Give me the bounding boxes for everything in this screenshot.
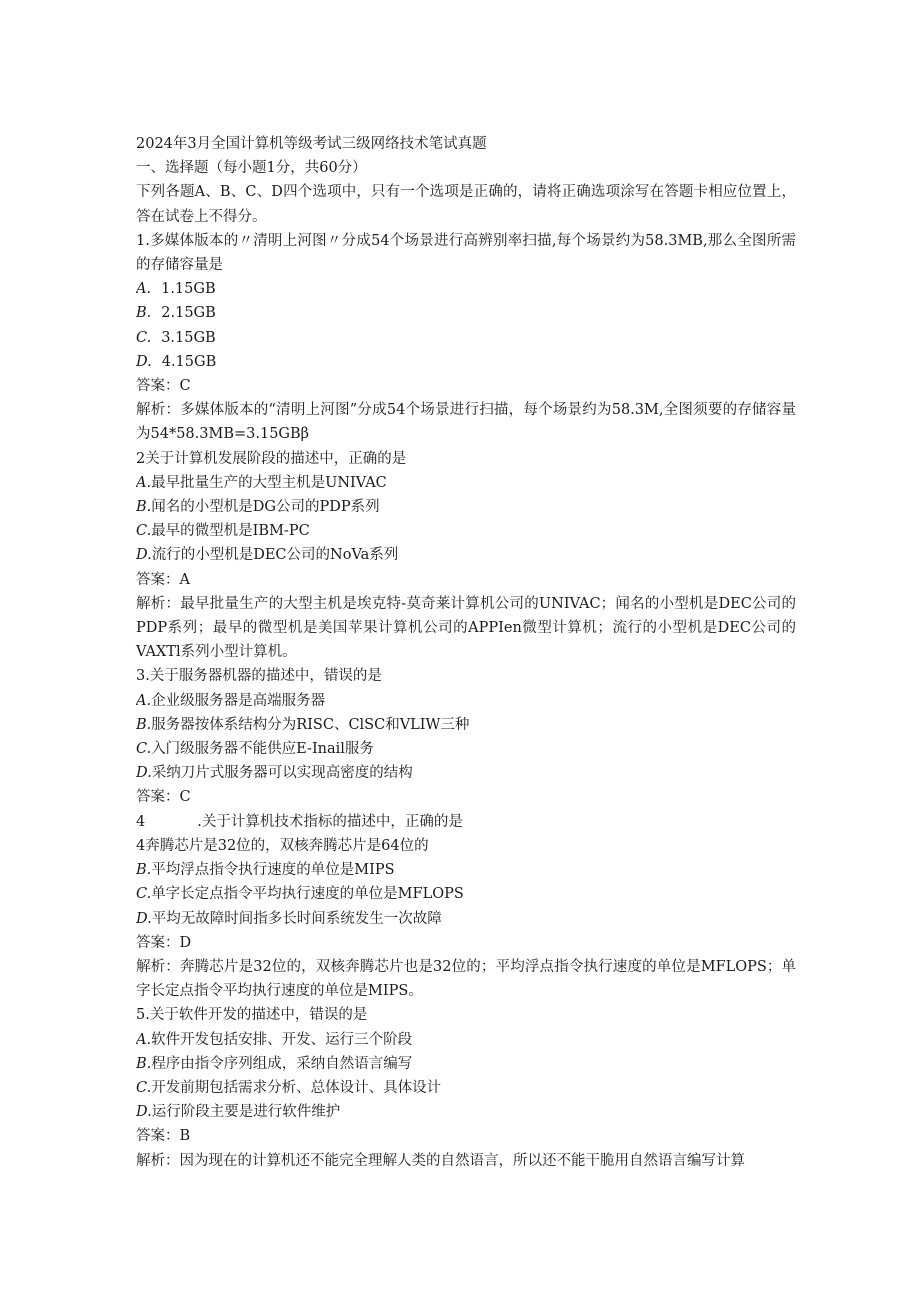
option-text: 开发前期包括需求分析、总体设计、具体设计: [151, 1079, 442, 1096]
question-5-analysis: 解析：因为现在的计算机还不能完全理解人类的自然语言，所以还不能干脆用自然语言编写计算: [136, 1152, 745, 1169]
question-4-stem: [136, 810, 796, 834]
option-letter: B.: [136, 305, 152, 322]
option-text: 最早批量生产的大型主机是UNIVAC: [151, 474, 387, 491]
question-3-option-b: [136, 713, 796, 737]
option-text: 程序由指令序列组成，采纳自然语言编写: [151, 1055, 413, 1072]
question-4-option-c: [136, 882, 796, 906]
option-text: 运行阶段主要是进行软件维护: [151, 1104, 341, 1121]
question-3-option-a: [136, 689, 796, 713]
option-letter: C.: [136, 741, 152, 758]
question-5-answer: 答案：B: [136, 1128, 191, 1145]
document-body: [136, 132, 796, 1173]
question-5-option-d: [136, 1100, 796, 1124]
question-3-answer: 答案：C: [136, 789, 191, 806]
option-text: 单字长定点指令平均执行速度的单位是MFLOPS: [151, 886, 464, 903]
option-letter: B.: [136, 499, 152, 516]
option-letter: A.: [136, 281, 152, 298]
question-text: .关于计算机技术指标的描述中，正确的是: [197, 813, 463, 830]
question-4-option-d: [136, 907, 796, 931]
question-5-option-c: [136, 1076, 796, 1100]
question-5-stem: 5.关于软件开发的描述中，错误的是: [136, 1007, 368, 1024]
option-letter: A.: [136, 692, 152, 709]
option-letter: D.: [136, 353, 152, 370]
option-letter: B.: [136, 716, 152, 733]
option-letter: C.: [136, 523, 152, 540]
question-1-stem: 1.多媒体版本的〃清明上河图〃分成54个场景进行高辨别率扫描,每个场景约为58.3MB,那么全图所需的存储容量是: [136, 232, 796, 274]
option-letter: D.: [136, 765, 152, 782]
question-3-option-c: [136, 737, 796, 761]
option-letter: C.: [136, 886, 152, 903]
question-5-option-b: [136, 1052, 796, 1076]
question-3-stem: 3.关于服务器机器的描述中，错误的是: [136, 668, 382, 685]
question-1-option-c: [136, 326, 796, 350]
question-2-option-b: [136, 495, 796, 519]
question-4-option-a: [136, 834, 796, 858]
question-1-option-a: [136, 277, 796, 301]
option-letter: A.: [136, 1031, 152, 1048]
question-2-option-d: [136, 543, 796, 567]
question-1-analysis: 解析：多媒体版本的“清明上河图”分成54个场景进行扫描，每个场景约为58.3M,全图须要的存储容量为54*58.3MB=3.15GBβ: [136, 402, 796, 443]
question-4-answer: 答案：D: [136, 934, 192, 951]
section-heading: 一、选择题（每小题1分，共60分）: [136, 160, 367, 177]
question-1-answer: 答案：C: [136, 378, 191, 395]
question-4-option-b: [136, 858, 796, 882]
document-title: 2024年3月全国计算机等级考试三级网络技术笔试真题: [136, 136, 487, 152]
option-text: 2.15GB: [161, 305, 216, 322]
option-letter: D.: [136, 547, 152, 564]
question-2-answer: 答案：A: [136, 571, 190, 588]
option-text: 闻名的小型机是DG公司的PDP系列: [151, 499, 380, 516]
option-text: 4.15GB: [161, 353, 217, 370]
option-text: 采纳刀片式服务器可以实现高密度的结构: [151, 765, 413, 782]
question-2-option-a: [136, 471, 796, 495]
option-text: 软件开发包括安排、开发、运行三个阶段: [151, 1031, 413, 1048]
question-2-stem: 2关于计算机发展阶段的描述中，正确的是: [136, 450, 407, 467]
question-4-analysis: 解析：奔腾芯片是32位的，双核奔腾芯片也是32位的；平均浮点指令执行速度的单位是MFLOPS；单字长定点指令平均执行速度的单位是MIPS。: [136, 958, 796, 1000]
option-text: 流行的小型机是DEC公司的NoVa系列: [151, 547, 399, 564]
option-letter: C.: [136, 329, 152, 346]
option-letter: B.: [136, 862, 152, 879]
option-text: 平均无故障时间指多长时间系统发生一次故障: [151, 910, 442, 927]
option-text: 4奔腾芯片是32位的，双核奔腾芯片是64位的: [136, 837, 429, 854]
option-letter: A.: [136, 474, 152, 491]
question-1-option-d: [136, 350, 796, 374]
question-2-option-c: [136, 519, 796, 543]
question-5-option-a: [136, 1028, 796, 1052]
option-text: 3.15GB: [161, 329, 216, 346]
option-letter: C.: [136, 1079, 152, 1096]
option-text: 服务器按体系结构分为RISC、ClSC和VLIW三种: [151, 716, 470, 733]
option-letter: B.: [136, 1055, 152, 1072]
option-text: 1.15GB: [161, 281, 216, 298]
question-1-option-b: [136, 301, 796, 325]
question-3-option-d: [136, 761, 796, 785]
option-text: 企业级服务器是高端服务器: [151, 692, 326, 709]
option-text: 平均浮点指令执行速度的单位是MIPS: [151, 862, 395, 879]
question-number: 4: [136, 813, 146, 830]
option-text: 最早的微型机是IBM-PC: [151, 523, 310, 540]
instructions: 下列各题A、B、C、D四个选项中，只有一个选项是正确的，请将正确选项涂写在答题卡相应位置上，答在试卷上不得分。: [136, 184, 796, 225]
question-2-analysis: 解析：最早批量生产的大型主机是埃克特-莫奇莱计算机公司的UNIVAC；闻名的小型机是DEC公司的PDP系列；最早的微型机是美国苹果计算机公司的APPIen微型计算机；流行的小型机是DEC公司的VAXTl系列小型计算机。: [136, 595, 796, 661]
option-letter: D.: [136, 1104, 152, 1121]
option-letter: D.: [136, 910, 152, 927]
option-text: 入门级服务器不能供应E-Inail服务: [151, 741, 374, 758]
